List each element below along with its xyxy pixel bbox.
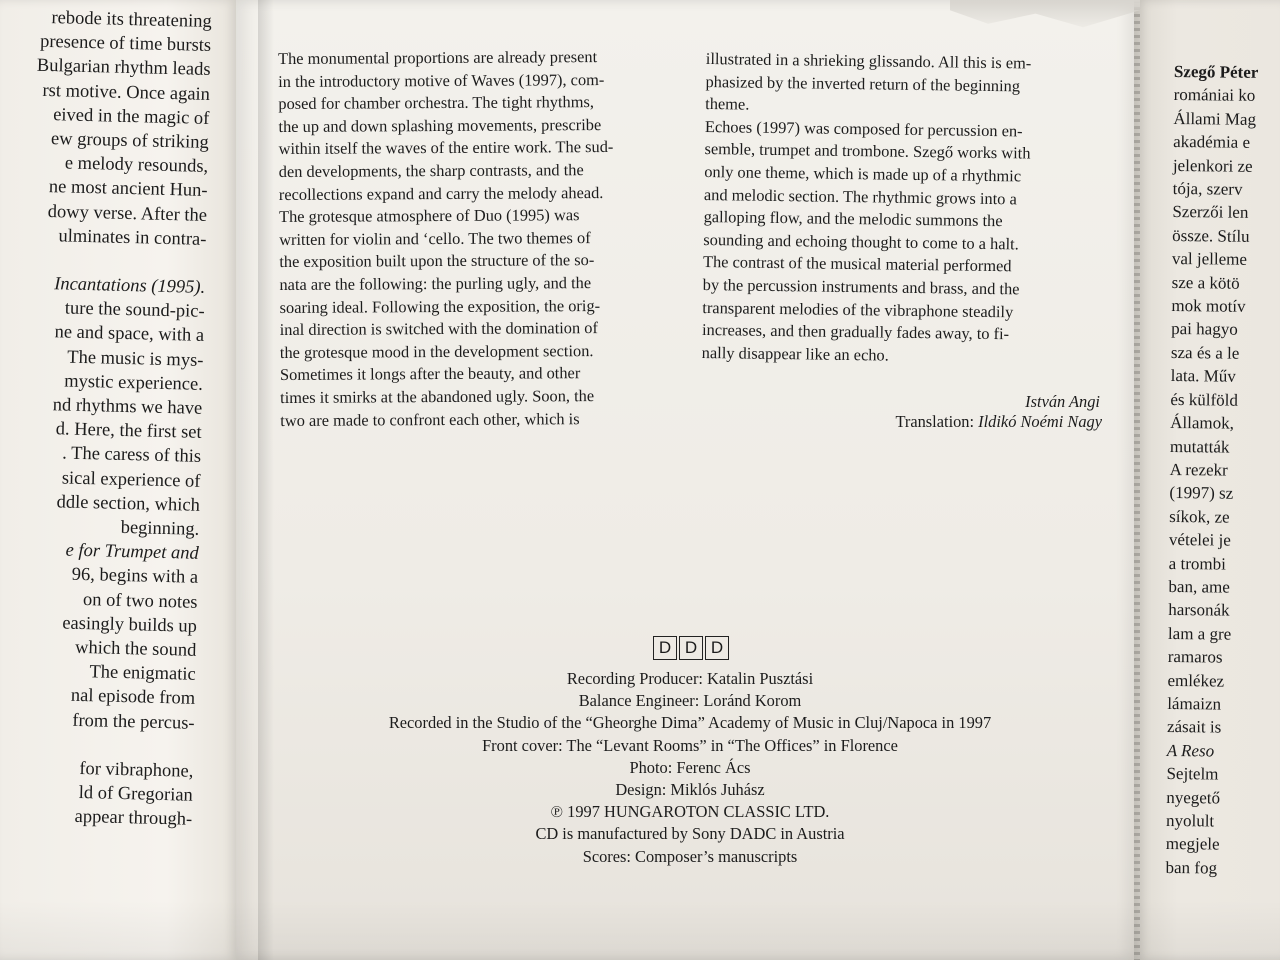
text-line: on of two notes [82, 589, 198, 613]
text-line: A rezekr [1169, 459, 1228, 480]
text-line: nal episode from [70, 686, 196, 710]
text-line: ld of Gregorian [78, 783, 194, 806]
text-line: ew groups of striking [50, 129, 209, 153]
text-line: vételei je [1168, 530, 1231, 550]
text-line: only one theme, which is made up of a rhythmic [704, 161, 1022, 186]
text-line: sze a kötö [1171, 272, 1240, 293]
text-line: sical experience of [61, 468, 201, 492]
text-line: phasized by the inverted return of the beginning [705, 71, 1021, 95]
text-line: e for Trumpet and [65, 540, 199, 565]
text-line: ramaros [1167, 647, 1223, 667]
left-page [0, 0, 238, 960]
text-line: nally disappear like an echo. [701, 342, 889, 365]
text-line: Sometimes it longs after the beauty, and other [279, 363, 581, 385]
essay-column-1 [278, 46, 680, 433]
left-page-text [0, 3, 212, 833]
text-line: beginning. [120, 517, 200, 540]
text-line: the exposition built upon the structure of the so- [279, 250, 595, 272]
text-line: soaring ideal. Following the exposition, the orig- [279, 295, 601, 317]
text-line: Szerzői len [1172, 202, 1249, 223]
text-line: jelenkori ze [1172, 155, 1253, 176]
text-line: the grotesque mood in the development section. [279, 340, 594, 362]
credit-line: CD is manufactured by Sony DADC in Austria [535, 824, 845, 844]
text-line: Államok, [1170, 413, 1235, 433]
credits-block [300, 668, 1080, 868]
perforation-edge [1134, 0, 1140, 960]
text-line: the up and down splashing movements, prescribe [278, 114, 602, 136]
right-page [1134, 0, 1280, 960]
page-fold-shadow [258, 0, 274, 960]
text-line: a trombi [1168, 553, 1226, 574]
text-line: Szegő Péter [1173, 61, 1259, 82]
credit-line: ℗ 1997 HUNGAROTON CLASSIC LTD. [550, 802, 830, 822]
text-line: d. Here, the first set [55, 419, 202, 444]
text-line: eived in the magic of [52, 104, 210, 129]
credit-line: Photo: Ferenc Ács [629, 757, 751, 777]
text-line: ne most ancient Hun- [48, 177, 208, 202]
text-line: 96, begins with a [71, 565, 199, 589]
text-line: in the introductory motive of Waves (1997), com- [278, 69, 605, 91]
text-line: galloping flow, and the melodic summons the [703, 207, 1003, 231]
text-line: lata. Műv [1170, 366, 1236, 386]
text-line: inal direction is switched with the domination of [279, 318, 598, 340]
ddd-letter: D [653, 636, 677, 660]
text-line: val jelleme [1171, 249, 1248, 270]
text-line: The contrast of the musical material performed [702, 252, 1012, 276]
text-line: . The caress of this [61, 443, 202, 468]
text-line: The grotesque atmosphere of Duo (1995) was [278, 205, 580, 227]
text-line: two are made to confront each other, which is [280, 408, 580, 430]
text-line: lámaizn [1167, 693, 1222, 714]
credit-line: Recording Producer: Katalin Pusztási [566, 669, 814, 688]
credit-line: Design: Miklós Juhász [615, 780, 765, 800]
text-line: increases, and then gradually fades away, to fi- [701, 320, 1010, 344]
text-line: zásait is [1166, 717, 1222, 737]
text-line: ban fog [1165, 857, 1218, 878]
text-line: Állami Mag [1173, 108, 1257, 129]
text-line: ban, ame [1168, 576, 1230, 597]
translation-label: Translation: [895, 412, 975, 431]
text-line: presence of time bursts [39, 32, 212, 57]
text-line: emlékez [1167, 670, 1225, 691]
text-line: The monumental proportions are already present [278, 47, 598, 68]
credit-line: Scores: Composer’s manuscripts [582, 846, 798, 866]
credit-line: Balance Engineer: Loránd Korom [578, 691, 802, 711]
text-line: síkok, ze [1169, 506, 1230, 527]
text-line: recollections expand and carry the melody ahead. [278, 182, 604, 204]
ddd-code-badge [653, 636, 731, 660]
text-line: rst motive. Once again [42, 80, 211, 105]
text-line: sounding and echoing thought to come to a halt. [703, 229, 1019, 254]
text-line: ddle section, which [56, 492, 201, 516]
text-line: rebode its threatening [51, 8, 212, 32]
text-line: from the percus- [72, 710, 195, 734]
text-line: mok motív [1171, 296, 1246, 316]
bottom-shadow [0, 900, 1280, 960]
translator-name: Ildikó Noémi Nagy [978, 412, 1102, 431]
text-line: The enigmatic [89, 662, 196, 686]
text-line: den developments, the sharp contrasts, and the [278, 160, 584, 181]
text-line: lam a gre [1167, 623, 1232, 644]
text-line: Bulgarian rhythm leads [36, 56, 211, 81]
text-line: semble, trumpet and trombone. Szegő works with [704, 139, 1031, 163]
text-line: akadémia e [1173, 132, 1251, 153]
text-line: ne and space, with a [54, 322, 205, 347]
credit-line: Front cover: The “Levant Rooms” in “The Offices” in Florence [482, 735, 898, 755]
text-line: dowy verse. After the [47, 201, 208, 226]
text-line: nyolult [1165, 810, 1215, 831]
text-line: within itself the waves of the entire work. The sud- [278, 137, 614, 159]
text-line: which the sound [74, 637, 197, 661]
ddd-letter: D [705, 636, 729, 660]
text-line: pai hagyo [1171, 319, 1238, 340]
text-line: and melodic section. The rhythmic grows into a [703, 184, 1017, 208]
right-page-text [1165, 60, 1280, 882]
text-line: össze. Stílu [1172, 225, 1250, 246]
translation-credit [895, 412, 1102, 432]
text-line: Sejtelm [1166, 764, 1219, 784]
text-line: e melody resounds, [64, 153, 209, 178]
text-line: (1997) sz [1169, 483, 1234, 503]
text-line: nd rhythms we have [52, 395, 203, 419]
text-line: ulminates in contra- [58, 226, 207, 250]
credit-line: Recorded in the Studio of the “Gheorghe Dima” Academy of Music in Cluj/Napoca in 1997 [388, 713, 992, 733]
text-line: written for violin and ‘cello. The two themes of [279, 227, 591, 249]
text-line: nyegető [1166, 787, 1221, 808]
text-line: A Reso [1166, 740, 1215, 761]
text-line: posed for chamber orchestra. The tight rhythms, [278, 92, 594, 114]
author-signature: István Angi [1025, 392, 1100, 411]
text-line: appear through- [74, 807, 193, 831]
text-line: ture the sound-pic- [64, 298, 205, 323]
text-line: times it smirks at the abandoned ugly. Soon, the [280, 385, 595, 407]
text-line: mystic experience. [63, 371, 204, 395]
text-line: romániai ko [1173, 85, 1256, 106]
text-line: megjele [1165, 834, 1220, 854]
text-line: mutatták [1169, 436, 1230, 457]
text-line: transparent melodies of the vibraphone steadily [702, 297, 1014, 321]
text-line: Echoes (1997) was composed for percussion en- [704, 116, 1023, 141]
ddd-letter: D [679, 636, 703, 660]
text-line: for vibraphone, [79, 758, 194, 782]
text-line: easingly builds up [62, 613, 198, 637]
essay-column-2 [702, 48, 1098, 370]
text-line: illustrated in a shrieking glissando. All this is em- [705, 48, 1032, 73]
text-line: by the percussion instruments and brass, and the [702, 274, 1020, 299]
text-line: nata are the following: the purling ugly, and the [279, 273, 592, 294]
text-line: és külföld [1170, 389, 1239, 410]
text-line: The music is mys- [67, 347, 204, 371]
text-line: tója, szerv [1172, 179, 1243, 199]
text-line: theme. [705, 94, 750, 114]
text-line: sza és a le [1170, 342, 1240, 363]
text-line: Incantations (1995). [53, 274, 206, 298]
text-line: harsonák [1168, 600, 1230, 620]
